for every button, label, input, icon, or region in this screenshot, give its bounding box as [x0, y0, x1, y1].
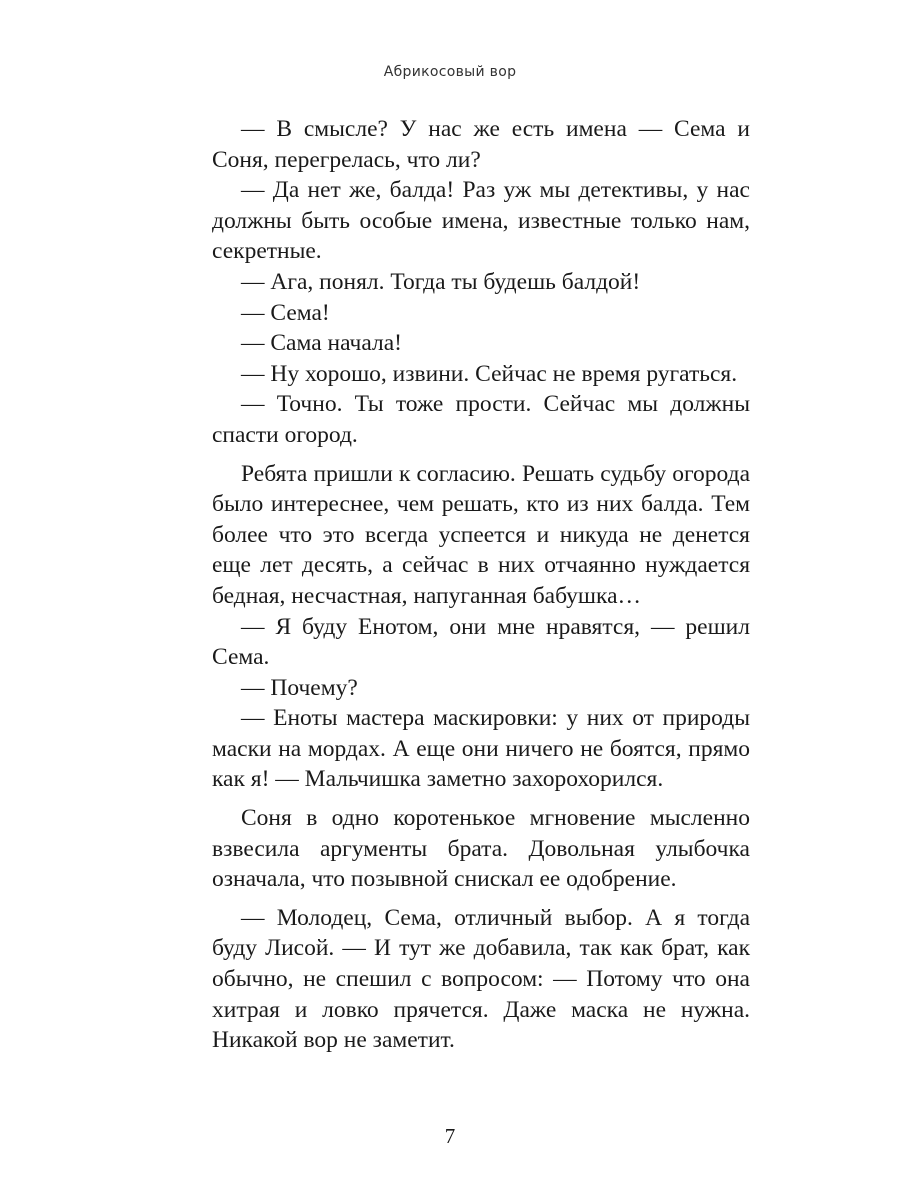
paragraph: Соня в одно коротенькое мгновение мысленно взвесила аргументы брата. Довольная улыбочка означала, что позывной снискал ее одобрение. [212, 805, 750, 893]
paragraph: — Ну хорошо, извини. Сейчас не время ругаться. [241, 360, 738, 387]
paragraph: — Молодец, Сема, отличный выбор. А я тогда буду Лисой. — И тут же добавила, так как брат, как обычно, не спешил с вопросом: — Потому что она хитрая и ловко прячется. Даже маска не нужна. Никакой вор не заметит. [212, 904, 750, 1054]
running-title: Абрикосовый вор [383, 64, 517, 80]
paragraph: — Сама начала! [241, 330, 403, 357]
paragraph: — Почему? [241, 674, 358, 701]
paragraph: Ребята пришли к согласию. Решать судьбу огорода было интереснее, чем решать, кто из них балда. Тем более что это всегда успеется и никуда не денется еще лет десять, а сейчас в них отчаянно нуждается бедная, несчастная, напуганная бабушка… [212, 460, 750, 609]
paragraph: — Ага, понял. Тогда ты будешь балдой! [241, 268, 641, 295]
paragraph: — Сема! [241, 299, 330, 326]
paragraph: — Точно. Ты тоже прости. Сейчас мы должны спасти огород. [212, 391, 750, 448]
paragraph: — Да нет же, балда! Раз уж мы детективы, у нас должны быть особые имена, известные только нам, секретные. [212, 177, 750, 265]
paragraph: — В смысле? У нас же есть имена — Сема и Соня, перегрелась, что ли? [212, 116, 750, 173]
page-body [212, 114, 750, 1056]
paragraph: — Еноты мастера маскировки: у них от природы маски на мордах. А еще они ничего не боятся, прямо как я! — Мальчишка заметно захорохорился. [212, 705, 750, 793]
paragraph: — Я буду Енотом, они мне нравятся, — решил Сема. [212, 613, 750, 671]
page-number: 7 [444, 1124, 456, 1148]
